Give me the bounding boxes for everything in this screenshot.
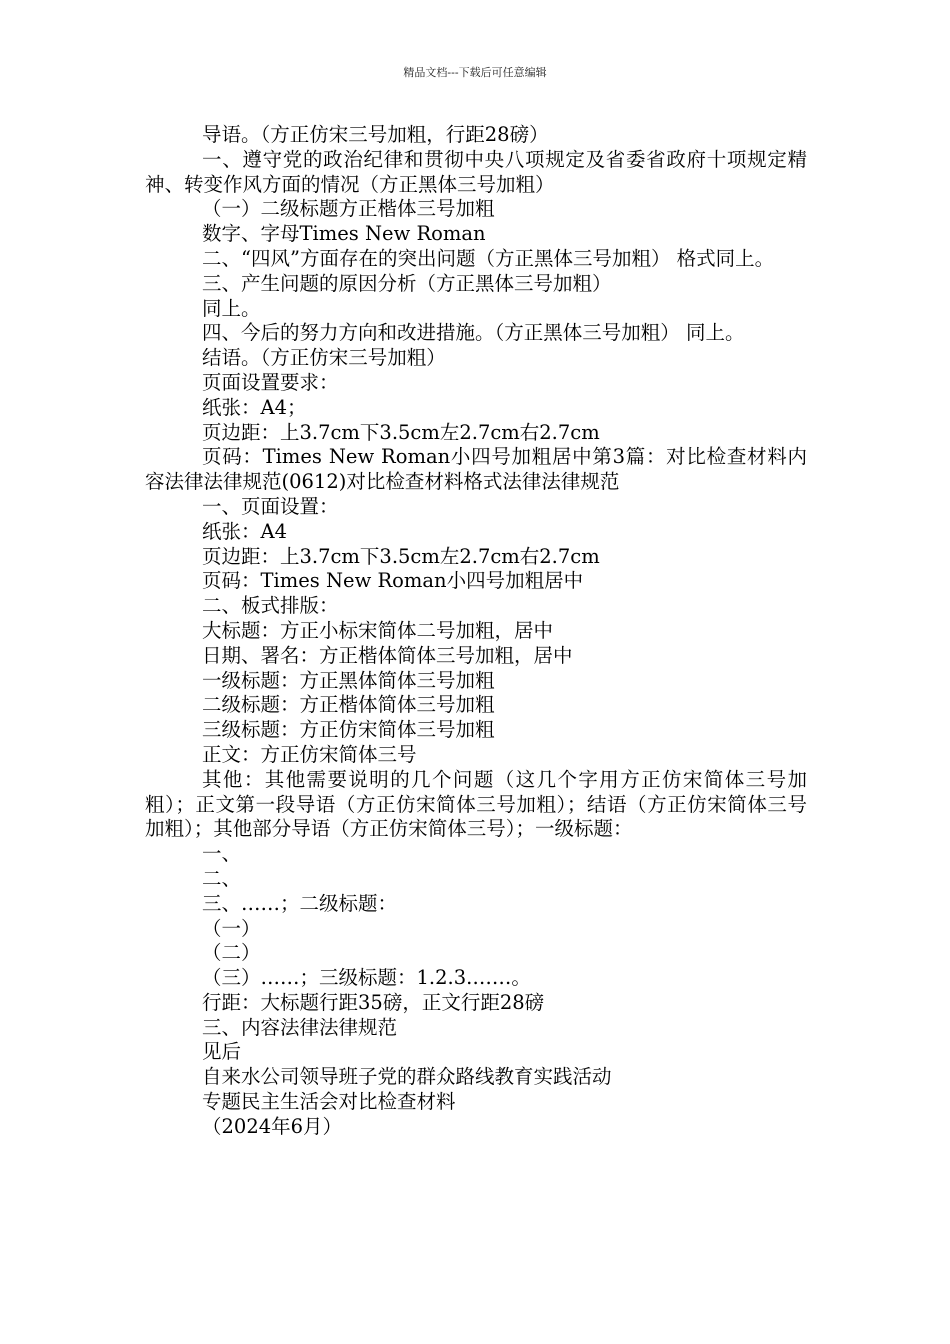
document-body xyxy=(145,123,807,1140)
body-paragraph: 数字、字母Times New Roman xyxy=(202,222,486,246)
body-paragraph: 其他：其他需要说明的几个问题（这几个字用方正仿宋简体三号加粗）；正文第一段导语（方正仿宋简体三号加粗）；结语（方正仿宋简体三号加粗）；其他部分导语（方正仿宋简体三号）；一级标题： xyxy=(145,767,807,841)
body-paragraph: 页码：Times New Roman小四号加粗居中第3篇：对比检查材料内容法律法律规范(0612)对比检查材料格式法律法律规范 xyxy=(145,445,807,494)
section-heading: 三、产生问题的原因分析（方正黑体三号加粗） xyxy=(202,271,612,295)
intro-paragraph: 导语。（方正仿宋三号加粗，行距28磅） xyxy=(202,123,549,146)
document-title: 自来水公司领导班子党的群众路线教育实践活动 xyxy=(202,1065,612,1089)
body-paragraph: 大标题：方正小标宋简体二号加粗，居中 xyxy=(202,618,554,642)
list-item: （三）……；三级标题：1.2.3.……。 xyxy=(202,966,531,990)
section-heading: 二、板式排版： xyxy=(202,594,339,618)
body-paragraph: 页面设置要求： xyxy=(202,370,339,394)
section-heading: 二、“四风”方面存在的突出问题（方正黑体三号加粗） 格式同上。 xyxy=(202,246,775,270)
body-paragraph: 纸张：A4 xyxy=(202,519,287,543)
body-paragraph: 正文：方正仿宋简体三号 xyxy=(202,742,417,766)
list-item: （二） xyxy=(202,941,261,965)
subsection-heading: （一）二级标题方正楷体三号加粗 xyxy=(202,197,495,221)
body-paragraph: 结语。（方正仿宋三号加粗） xyxy=(202,346,446,370)
section-heading: 四、今后的努力方向和改进措施。（方正黑体三号加粗） 同上。 xyxy=(202,321,745,345)
section-heading: 三、内容法律法律规范 xyxy=(202,1015,398,1039)
list-item: 一、 xyxy=(202,842,242,866)
section-heading: 一、页面设置： xyxy=(202,494,339,518)
list-item: 二、 xyxy=(202,866,242,890)
body-paragraph: 一级标题：方正黑体简体三号加粗 xyxy=(202,668,495,692)
body-paragraph: 日期、署名：方正楷体简体三号加粗，居中 xyxy=(202,643,573,667)
body-paragraph: 同上。 xyxy=(202,296,261,320)
body-paragraph: 二级标题：方正楷体简体三号加粗 xyxy=(202,693,495,717)
page-header: 精品文档---下载后可任意编辑 xyxy=(403,66,547,79)
document-subtitle: 专题民主生活会对比检查材料 xyxy=(202,1090,456,1114)
body-paragraph: 三级标题：方正仿宋简体三号加粗 xyxy=(202,718,495,742)
section-heading: 一、遵守党的政治纪律和贯彻中央八项规定及省委省政府十项规定精神、转变作风方面的情况（方正黑体三号加粗） xyxy=(145,147,807,196)
list-item: （一） xyxy=(202,916,261,940)
body-paragraph: 页边距：上3.7cm下3.5cm左2.7cm右2.7cm xyxy=(202,544,600,568)
body-paragraph: 行距：大标题行距35磅，正文行距28磅 xyxy=(202,990,545,1014)
body-paragraph: 页边距：上3.7cm下3.5cm左2.7cm右2.7cm xyxy=(202,420,600,444)
body-paragraph: 见后 xyxy=(202,1040,242,1064)
list-item: 三、……；二级标题： xyxy=(202,891,398,915)
document-date: （2024年6月） xyxy=(202,1114,343,1138)
body-paragraph: 纸张：A4； xyxy=(202,395,307,419)
body-paragraph: 页码：Times New Roman小四号加粗居中 xyxy=(202,569,584,593)
